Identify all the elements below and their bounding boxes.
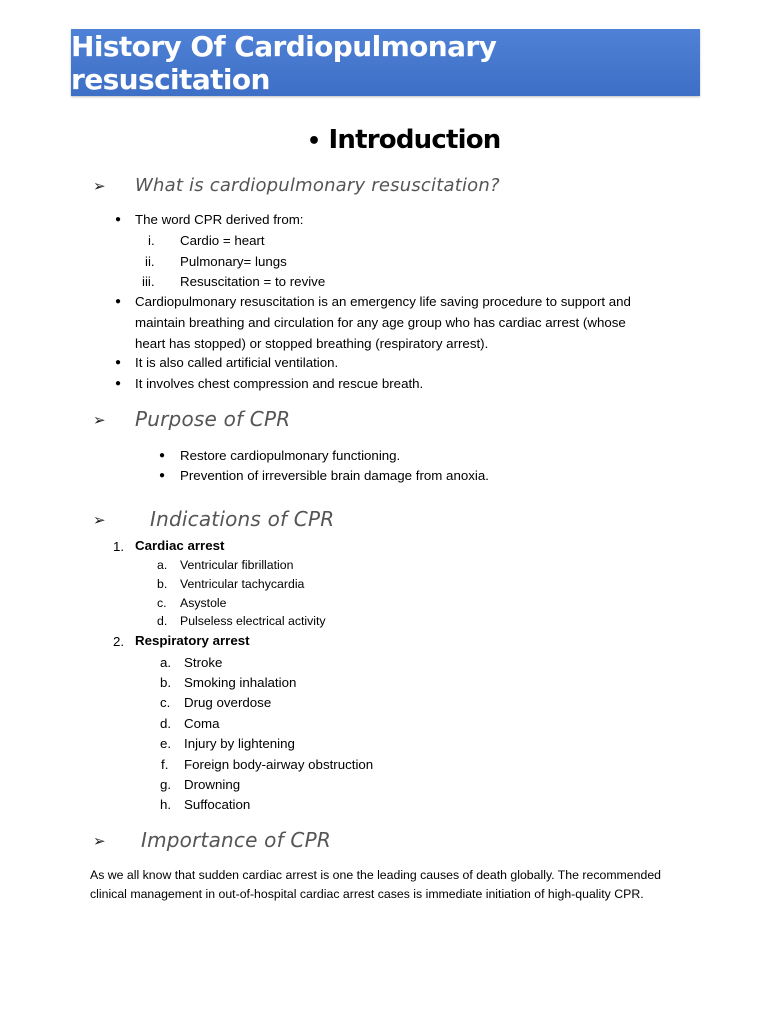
list-item: Pulseless electrical activity [180,614,326,628]
list-item-continuation: maintain breathing and circulation for any age group who has cardiac arrest (whose [135,315,626,330]
alpha-marker: b. [157,577,168,591]
numbered-marker: 2. [113,634,125,649]
section-heading-purpose: Purpose of CPR [135,407,291,431]
list-item: Asystole [180,596,227,610]
alpha-marker: d. [157,614,168,628]
bullet-icon: ● [115,357,122,368]
list-item: Drug overdose [184,695,272,710]
alpha-marker: f. [161,757,169,772]
arrow-bullet-icon: ➢ [93,512,106,529]
list-item: Coma [184,716,220,731]
list-item: Cardiopulmonary resuscitation is an emergency life saving procedure to support and [135,294,631,309]
intro-label: Introduction [328,125,501,155]
alpha-marker: d. [160,716,172,731]
list-item: Injury by lightening [184,736,295,751]
section-heading-importance: Importance of CPR [141,828,331,852]
group-label-cardiac-arrest: Cardiac arrest [135,538,225,553]
list-item: Cardio = heart [180,233,265,248]
alpha-marker: c. [157,596,167,610]
alpha-marker: a. [160,655,172,670]
bullet-icon: ● [115,296,122,307]
group-label-respiratory-arrest: Respiratory arrest [135,633,250,648]
alpha-marker: e. [160,736,172,751]
list-item: Foreign body-airway obstruction [184,757,374,772]
alpha-marker: h. [160,797,172,812]
list-item: Drowning [184,777,241,792]
list-item: Ventricular tachycardia [180,577,305,591]
roman-marker: ii. [145,254,155,269]
bullet-icon: ● [115,378,122,389]
alpha-marker: g. [160,777,172,792]
list-item: Pulmonary= lungs [180,254,287,269]
paragraph-line: As we all know that sudden cardiac arrest is one the leading causes of death globally. The recommended [90,868,662,882]
list-item: Suffocation [184,797,251,812]
list-item: Ventricular fibrillation [180,558,294,572]
bullet-icon: ● [159,470,166,481]
intro-heading [307,125,500,155]
arrow-bullet-icon: ➢ [93,178,106,195]
paragraph-line: clinical management in out-of-hospital cardiac arrest cases is immediate initiation of high-quality CPR. [90,887,644,901]
numbered-marker: 1. [113,539,125,554]
list-item: Stroke [184,655,223,670]
list-item: Resuscitation = to revive [180,274,326,289]
list-item: Restore cardiopulmonary functioning. [180,448,401,463]
alpha-marker: b. [160,675,172,690]
roman-marker: iii. [142,274,155,289]
section-heading-indications: Indications of CPR [150,507,335,531]
list-item: The word CPR derived from: [135,212,304,227]
list-item: It is also called artificial ventilation. [135,355,339,370]
list-item-continuation: heart has stopped) or stopped breathing (respiratory arrest). [135,336,489,351]
title-banner [71,29,700,96]
list-item: Smoking inhalation [184,675,297,690]
arrow-bullet-icon: ➢ [93,412,106,429]
intro-bullet-icon: • [307,129,321,154]
section-heading-what-is: What is cardiopulmonary resuscitation? [135,175,500,196]
arrow-bullet-icon: ➢ [93,833,106,850]
roman-marker: i. [148,233,155,248]
alpha-marker: a. [157,558,168,572]
page-title: History Of Cardiopulmonary resuscitation [71,29,497,96]
bullet-icon: ● [115,214,122,225]
bullet-icon: ● [159,450,166,461]
list-item: Prevention of irreversible brain damage from anoxia. [180,468,489,483]
list-item: It involves chest compression and rescue breath. [135,376,424,391]
alpha-marker: c. [160,695,171,710]
